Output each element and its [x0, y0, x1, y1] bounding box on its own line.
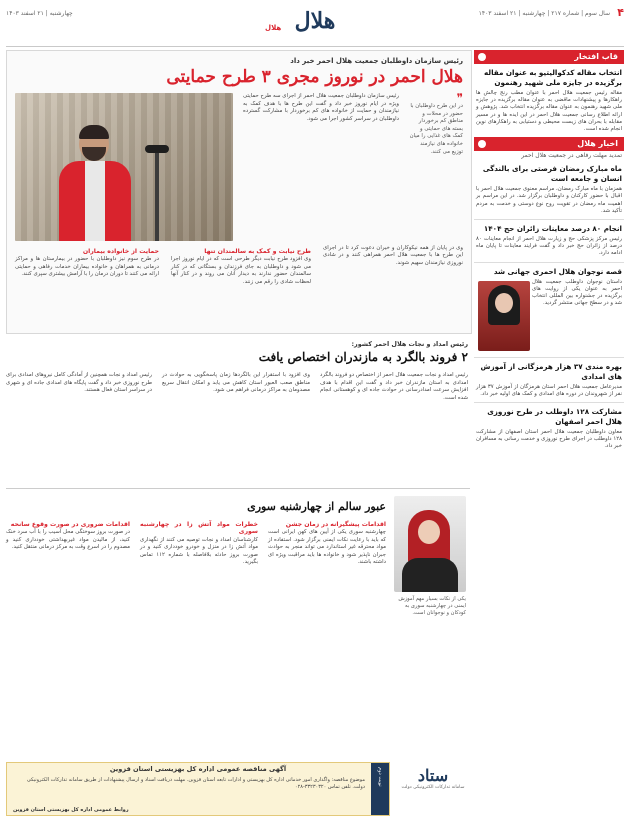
- hair-shape: [79, 125, 109, 139]
- sidebar-body: همزمان با ماه مبارک رمضان، مراسم معنوی جمعیت هلال احمر با اقبال با حضور کارکنان و داوطلبان برگزار شد. در این مراسم بر اهمیت ماه رمضان در تقویت روح نوع دوستی و خدمت به مردم تأکید شد.: [476, 186, 622, 214]
- notice-footer: روابط عمومی اداره کل بهزیستی استان قزوین: [13, 807, 129, 813]
- notice-text: موضوع مناقصه: واگذاری امور خدماتی اداره کل بهزیستی و ادارات تابعه استان قزوین. مهلت دریافت اسناد و ارسال پیشنهادات از طریق سامانه تدارکات الکترونیکی دولت. تلفن تماس ۳۳۲۳۰۳۲۰-۰۲۸: [26, 777, 365, 790]
- notice-box: [6, 762, 390, 816]
- lead-column-text: در طرح سوم نیز داوطلبان با حضور در بیمارستان ها و مراکز درمانی به همراهان و خانواده بیماران خدمات رفاهی و حمایتی ارائه می کنند تا دوران درمان را با آرامش بیشتری سپری کنند.: [15, 256, 159, 278]
- sidebar-headline: بهره مندی ۳۷ هزار هرمزگانی از آموزش های امدادی: [480, 361, 622, 381]
- issue-info: سال سوم | شماره ۲۱۷ | چهارشنبه | ۲۱ اسفند ۱۴۰۳: [478, 10, 610, 17]
- article-column: وی افزود با استقرار این بالگردها زمان پاسخگویی به حوادث در مناطق صعب العبور استان کاهش می یابد و امکان انتقال سریع مصدومان به مراکز درمانی فراهم می شود.: [162, 372, 310, 393]
- bullet-icon: [478, 53, 486, 61]
- microphone-stand: [155, 153, 159, 241]
- face-shape: [418, 520, 440, 544]
- sidebar-body: معاون داوطلبان جمعیت هلال احمر استان اصفهان از مشارکت ۱۲۸ داوطلب در اجرای طرح نوروزی و خدمت رسانی به مسافران خبر داد.: [476, 429, 622, 450]
- lead-article: [6, 50, 472, 334]
- sidebar-body: رئیس مرکز پزشکی حج و زیارت هلال احمر از انجام معاینات ۸۰ درصد از زائران حج خبر داد و گفت فرایند معاینات تا پایان ماه ادامه دارد.: [476, 236, 622, 257]
- lead-column: [15, 245, 159, 279]
- beard-shape: [82, 147, 106, 161]
- setad-logo: [398, 766, 468, 812]
- shirt-shape: [85, 161, 105, 241]
- sidebar: [474, 50, 624, 812]
- volunteer-girl-photo: [478, 281, 530, 351]
- divider: [474, 357, 624, 358]
- section-title: اخبار هلال: [577, 139, 618, 149]
- article-column: رئیس امداد و نجات جمعیت هلال احمر از اختصاص دو فروند بالگرد امدادی به استان مازندران خبر داد و گفت این اقدام با هدف افزایش سرعت امدادرسانی در حوادث جاده ای و کوهستانی انجام شده است.: [320, 372, 468, 401]
- sidebar-body: داستان نوجوان داوطلب جمعیت هلال احمر به عنوان یکی از روایت های برگزیده در جشنواره بین المللی انتخاب شد و در سطح جهانی منتشر گردید.: [532, 278, 622, 307]
- lead-side-note: [409, 93, 463, 156]
- section-title: قاب افتخار: [574, 52, 618, 61]
- article-headline: عبور سالم از چهارشنبه سوری: [247, 500, 386, 513]
- article-column: رئیس امداد و نجات همچنین از آمادگی کامل نیروهای امدادی برای طرح نوروزی خبر داد و گفت پایگاه های امدادی جاده ای و شهری در سراسر استان فعال هستند.: [6, 372, 152, 393]
- article-column-text: کارشناسان امداد و نجات توصیه می کنند از نگهداری مواد آتش زا در منزل و خودرو خودداری کنید و در صورت بروز حادثه بلافاصله با شماره ۱۱۲ تماس بگیرید.: [140, 536, 258, 566]
- tender-notice: [6, 762, 470, 816]
- sidebar-headline: قصه نوجوان هلال احمری جهانی شد: [493, 266, 622, 276]
- article-column-text: در صورت بروز سوختگی محل آسیب را با آب سرد خنک کنید، از مالیدن مواد غیربهداشتی خودداری کنید و مصدوم را در اسرع وقت به مرکز درمانی منتقل کنید.: [6, 529, 130, 551]
- article-column: [268, 518, 386, 566]
- newspaper-logo: [265, 8, 355, 44]
- sidebar-body: مقاله رئیس جمعیت هلال احمر با عنوان مطب رنج چالش ها راهکارها و پیشنهادات ماقضی به عنوان مقاله برگزیده در جایزه ملی شهید رهنمون به عنوان مقاله برگزیده انتخاب شد. پژوهش و ارائه اطلاع رسانی جمعیت هلال احمر در این ایده ها و در مسیر مقابله با بحران های زیست محیطی و دستیابی به راهکارهای نوین انجام شده است.: [476, 90, 622, 133]
- page-number: ۴: [617, 6, 624, 19]
- logo-wordmark: هلال: [294, 8, 336, 34]
- logo-tag: هلال: [265, 24, 282, 32]
- lead-headline: هلال احمر در نوروز مجری ۳ طرح حمایتی: [166, 67, 463, 87]
- sidebar-headline: ماه مبارک رمضان فرصتی برای بالندگی انسان و جامعه است: [482, 164, 622, 184]
- article-kicker: رئیس امداد و نجات هلال احمر کشور:: [351, 340, 468, 348]
- quote-icon: ❞: [456, 91, 463, 105]
- section-bar-news: [474, 137, 624, 151]
- lead-kicker: رئیس سازمان داوطلبان جمعیت هلال احمر خبر داد: [290, 57, 463, 65]
- sidebar-headline: انجام ۸۰ درصد معاینات زائران حج ۱۴۰۴: [483, 224, 622, 234]
- article-headline: ۲ فروند بالگرد به مازندران اختصاص یافت: [258, 350, 468, 364]
- speaker-figure: [55, 123, 135, 241]
- sidebar-body: مدیرعامل جمعیت هلال احمر استان هرمزگان از آموزش ۳۷ هزار نفر از شهروندان در دوره های امدادی و کمک های اولیه خبر داد.: [476, 383, 622, 397]
- masthead: [6, 6, 624, 46]
- article-photo: [394, 496, 466, 592]
- face-shape: [495, 293, 513, 313]
- issue-date: چهارشنبه | ۲۱ اسفند ۱۴۰۳: [6, 10, 73, 17]
- lead-columns: [15, 245, 463, 327]
- masthead-divider: [6, 46, 624, 47]
- main-content: [6, 50, 470, 812]
- lead-intro: رئیس سازمان داوطلبان جمعیت هلال احمر از اجرای سه طرح حمایتی ویژه در ایام نوروز خبر داد و گفت این طرح ها با هدف کمک به نیازمندان و حمایت از خانواده های کم برخوردار با مشارکت گسترده داوطلبان در سراسر کشور اجرا می شود.: [243, 93, 399, 122]
- body-shape: [402, 558, 458, 592]
- subheading: طرح نیابت و کمک به سالمندان تنها: [204, 248, 311, 255]
- divider: [474, 402, 624, 403]
- lead-column-text: وی در پایان از همه نیکوکاران و خیران دعوت کرد تا در اجرای این طرح ها با جمعیت هلال احمر همراهی کنند و در شادی نوروزی نیازمندان سهیم شوند.: [323, 245, 463, 266]
- helicopter-article: [6, 340, 470, 490]
- notice-side-label: نوبت دوم: [377, 767, 383, 787]
- notice-title: آگهی مناقصه عمومی اداره کل بهزیستی استان قزوین: [109, 765, 287, 773]
- article-column-text: چهارشنبه سوری یکی از آیین های کهن ایرانی است که باید با رعایت نکات ایمنی برگزار شود. استفاده از مواد محترقه غیر استاندارد می تواند منجر به حوادث جبران ناپذیر شود و خانواده ها باید مراقبت ویژه ای داشته باشند.: [268, 529, 386, 566]
- divider: [474, 219, 624, 220]
- sidebar-headline: انتخاب مقاله کدکوالیتیو به عنوان مقاله برگزیده در جایزه ملی شهید رهنمون: [484, 68, 622, 87]
- article-column: [140, 518, 258, 566]
- setad-subtitle: سامانه تدارکات الکترونیکی دولت: [401, 785, 465, 790]
- article-column: [6, 518, 130, 552]
- lead-column: [171, 245, 311, 286]
- sidebar-kicker: تمدید مهلت رفاهی در جمعیت هلال احمر: [521, 152, 622, 160]
- photo-caption: یکی از نکات بسیار مهم آموزش ایمنی در چهارشنبه سوری به کودکان و نوجوانان است.: [398, 596, 466, 616]
- bullet-icon: [478, 140, 486, 148]
- subheading: اقدامات پیشگیرانه در زمان جشن: [285, 521, 386, 528]
- lead-photo: [15, 93, 233, 241]
- divider: [474, 262, 624, 263]
- side-note-text: در این طرح داوطلبان با حضور در محلات و مناطق کم برخوردار بسته های حمایتی و کمک های غذایی را میان خانواده های نیازمند توزیع می کنند.: [409, 103, 463, 155]
- sidebar-headline: مشارکت ۱۲۸ داوطلب در طرح نوروزی هلال احمر اصفهان: [487, 407, 622, 427]
- subheading: حمایت از خانواده بیماران: [82, 248, 159, 255]
- subheading: اقدامات ضروری در صورت وقوع سانحه: [10, 521, 130, 528]
- lead-column-text: وی افزود طرح نیابت دیگر طرحی است که در ایام نوروز اجرا می شود و داوطلبان به جای فرزندان و بستگانی که در کنار سالمندان حضور ندارند به دیدار آنان می روند و در کنار آنها لحظات شادی را رقم می زنند.: [171, 256, 311, 285]
- divider: [6, 488, 470, 489]
- section-bar-pride: [474, 50, 624, 64]
- subheading: خطرات مواد آتش زا در چهارشنبه سوری: [140, 521, 258, 536]
- lead-column: [323, 245, 463, 267]
- setad-wordmark: ستاد: [417, 766, 449, 785]
- microphone-icon: [145, 145, 169, 153]
